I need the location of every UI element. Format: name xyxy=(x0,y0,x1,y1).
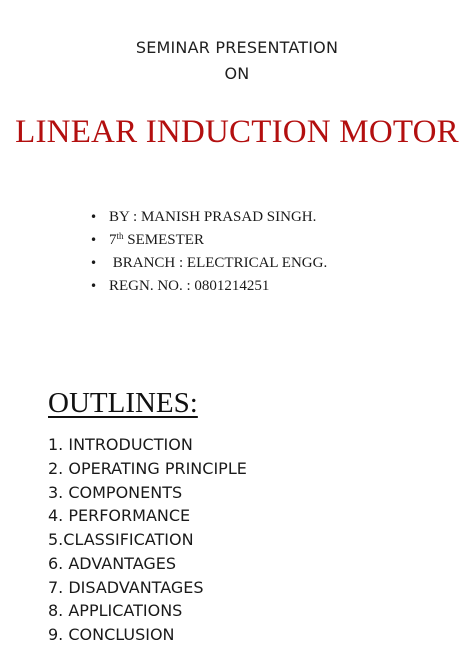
bullet-icon: • xyxy=(90,233,98,247)
detail-prefix: 7 xyxy=(109,232,117,248)
outline-item: 6. ADVANTAGES xyxy=(48,553,177,573)
presenter-details-list xyxy=(90,206,450,298)
seminar-heading: SEMINAR PRESENTATION xyxy=(135,38,339,57)
detail-item-presenter xyxy=(90,206,450,229)
detail-text: BRANCH : ELECTRICAL ENGG. xyxy=(109,255,328,271)
detail-text: REGN. NO. : 0801214251 xyxy=(109,278,270,294)
outline-item: 4. PERFORMANCE xyxy=(48,506,191,526)
outlines-heading: OUTLINES: xyxy=(48,387,198,419)
detail-item-branch xyxy=(90,252,450,275)
outline-list xyxy=(48,433,247,647)
outline-item: 3. COMPONENTS xyxy=(48,482,183,502)
outline-item: 7. DISADVANTAGES xyxy=(48,577,204,597)
outline-item: 2. OPERATING PRINCIPLE xyxy=(48,458,247,478)
bullet-icon: • xyxy=(90,256,98,270)
presentation-title: LINEAR INDUCTION MOTOR xyxy=(15,114,459,150)
detail-superscript: th xyxy=(116,231,124,241)
outline-item: 9. CONCLUSION xyxy=(48,625,175,644)
detail-item-semester xyxy=(90,229,450,252)
outline-item: 5.CLASSIFICATION xyxy=(48,530,194,549)
detail-item-regn xyxy=(90,275,450,298)
bullet-icon: • xyxy=(90,279,98,293)
outline-item: 1. INTRODUCTION xyxy=(48,435,193,454)
on-heading: ON xyxy=(224,64,250,83)
detail-text: SEMESTER xyxy=(123,232,204,248)
detail-text: BY : MANISH PRASAD SINGH. xyxy=(109,209,317,225)
outline-item: 8. APPLICATIONS xyxy=(48,601,183,621)
bullet-icon: • xyxy=(90,210,98,224)
